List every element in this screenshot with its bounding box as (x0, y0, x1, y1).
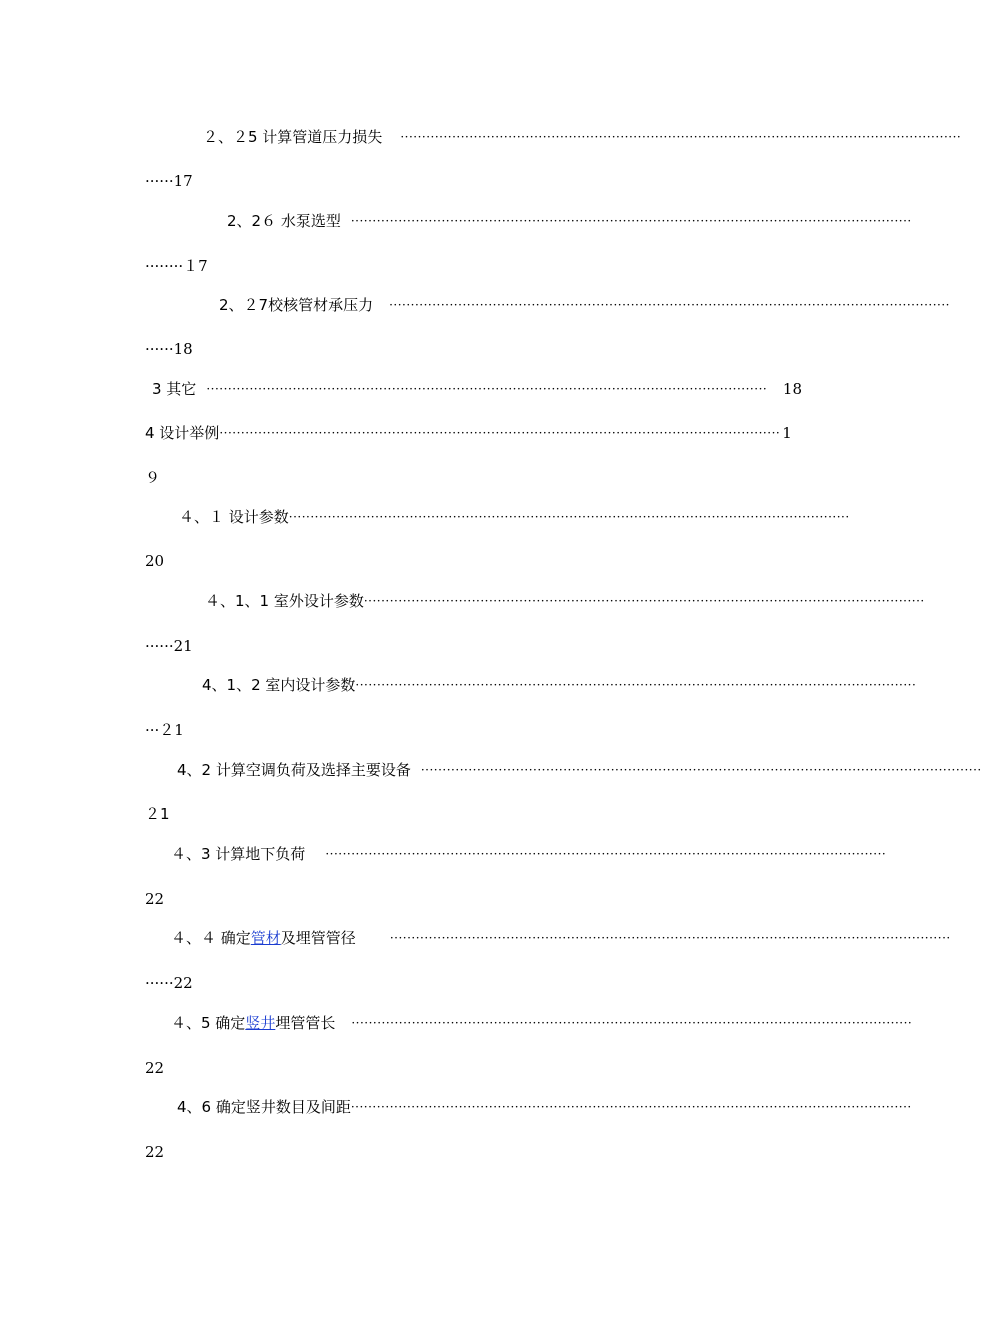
toc-entry-4[interactable] (145, 421, 792, 445)
toc-entry-label: ２、２5 计算管道压力损失 (203, 128, 383, 146)
toc-page-number: ９ (145, 469, 161, 487)
toc-entry-label: 3 其它 (152, 380, 197, 398)
toc-entry-label: 4 设计举例 (145, 424, 220, 442)
toc-entry-label: 2、2６ 水泵选型 (227, 212, 341, 230)
toc-entry-4-1-2[interactable] (145, 673, 917, 697)
toc-entry-suffix: 埋管管长 (275, 1014, 336, 1032)
dot-leader: ·································································································································· (351, 1016, 913, 1030)
toc-entry-4-2[interactable] (145, 758, 982, 782)
dot-leader: ·································································································································· (389, 298, 950, 312)
toc-entry-4-4[interactable] (145, 926, 951, 950)
toc-entry-4-1-1[interactable] (145, 589, 925, 613)
dot-leader: ·································································································································· (288, 510, 850, 524)
toc-entry-4-3[interactable] (145, 842, 887, 866)
toc-page-number: 1 (782, 424, 792, 442)
toc-entry-label: 4、1、2 室内设计参数 (202, 676, 356, 694)
toc-page-number: ２1 (145, 805, 170, 823)
dot-leader: ·································································································································· (219, 426, 781, 440)
toc-page-number: ········１7 (145, 257, 208, 275)
dot-leader: ·································································································································· (350, 1100, 912, 1114)
toc-entry-label (171, 926, 356, 950)
toc-page-number: 22 (145, 1059, 165, 1077)
dot-leader: ·································································································································· (420, 763, 982, 777)
dot-leader: ·································································································································· (350, 214, 912, 228)
dot-leader: ·································································································································· (363, 594, 925, 608)
toc-page-number: 22 (145, 1143, 165, 1161)
dot-leader: ·································································································································· (400, 130, 962, 144)
toc-entry-label: ４、１ 设计参数 (179, 508, 289, 526)
toc-entry-label: ４、1、1 室外设计参数 (205, 592, 364, 610)
dot-leader: ·································································································································· (325, 847, 887, 861)
toc-entry-2-27[interactable] (145, 293, 950, 317)
toc-page-number: ······22 (145, 974, 193, 992)
dot-leader: ·································································································································· (206, 382, 768, 396)
toc-entry-4-6[interactable] (145, 1095, 912, 1119)
toc-entry-label (171, 1011, 335, 1035)
hyperlink-guancai[interactable]: 管材 (250, 929, 281, 947)
toc-page-number: 18 (782, 380, 802, 398)
toc-entry-label: 4、6 确定竖井数目及间距 (177, 1098, 351, 1116)
dot-leader: ·································································································································· (355, 678, 917, 692)
toc-page-number: 22 (145, 890, 165, 908)
toc-entry-label: 4、2 计算空调负荷及选择主要设备 (177, 761, 411, 779)
toc-entry-prefix: ４、5 确定 (171, 1014, 246, 1032)
toc-entry-2-25[interactable] (145, 125, 962, 149)
toc-entry-suffix: 及埋管管径 (280, 929, 356, 947)
toc-page-number: ···２1 (145, 721, 184, 739)
toc-page-number: ······17 (145, 172, 193, 190)
toc-entry-4-5[interactable] (145, 1011, 913, 1035)
toc-entry-4-1[interactable] (145, 505, 850, 529)
toc-entry-3[interactable] (145, 377, 802, 401)
toc-page-number: 20 (145, 552, 165, 570)
toc-entry-label: 2、２7校核管材承压力 (219, 296, 374, 314)
toc-entry-2-26[interactable] (145, 209, 912, 233)
toc-page-number: ······21 (145, 637, 193, 655)
hyperlink-shujing[interactable]: 竖井 (245, 1014, 276, 1032)
toc-page-number: ······18 (145, 340, 193, 358)
dot-leader: ·································································································································· (389, 931, 951, 945)
toc-entry-label: ４、3 计算地下负荷 (171, 845, 306, 863)
toc-entry-prefix: ４、４ 确定 (171, 929, 251, 947)
